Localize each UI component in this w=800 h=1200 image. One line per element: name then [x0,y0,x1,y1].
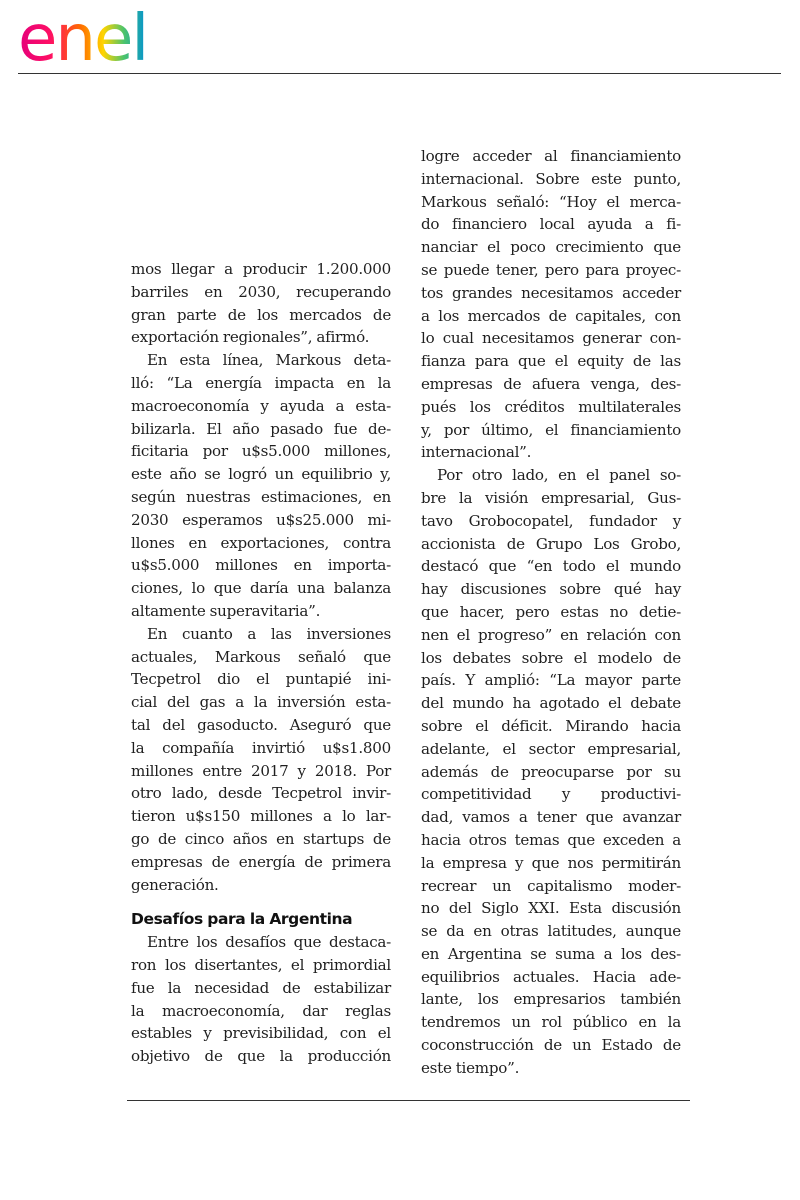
text-line: hay discusiones sobre qué hay [421,580,681,599]
paragraph-spacer [131,896,391,908]
text-line: lló: “La energía impacta en la [131,373,391,392]
text-line: bre la visión empresarial, Gus- [421,488,681,507]
text-line: gran parte de los mercados de [131,305,391,324]
text-line: do financiero local ayuda a fi- [421,215,681,234]
text-line: tieron u$s150 millones a lo lar- [131,807,391,826]
text-line: a los mercados de capitales, con [421,306,681,325]
text-line: equilibrios actuales. Hacia ade- [421,967,681,986]
text-line: este tiempo”. [421,1058,520,1077]
text-line: barriles en 2030, recuperando [131,282,391,301]
text-line: competitividad y productivi- [421,785,681,804]
text-line: se puede tener, pero para proyec- [421,260,681,279]
text-line: empresas de energía de primera [131,852,391,871]
text-line: u$s5.000 millones en importa- [131,556,391,575]
text-line: que hacer, pero estas no detie- [421,602,681,621]
text-line: actuales, Markous señaló que [131,647,391,666]
text-line: fue la necesidad de estabilizar [131,978,391,997]
text-line: no del Siglo XXI. Esta discusión [421,899,681,918]
text-line: lante, los empresarios también [421,990,681,1009]
text-line: coconstrucción de un Estado de [421,1036,681,1055]
text-line: sobre el déficit. Mirando hacia [421,716,681,735]
article-column-right [421,145,681,1080]
text-line: país. Y amplió: “La mayor parte [421,671,681,690]
text-line: nen el progreso” en relación con [421,625,681,644]
header-divider [18,73,781,74]
text-line: Entre los desafíos que destaca- [147,933,391,952]
text-line: ron los disertantes, el primordial [131,955,391,974]
section-heading: Desafíos para la Argentina [131,910,353,929]
text-line: go de cinco años en startups de [131,829,391,848]
text-line: hacia otros temas que exceden a [421,830,681,849]
text-line: lo cual necesitamos generar con- [421,329,681,348]
text-line: exportación regionales”, afirmó. [131,328,370,347]
text-line: generación. [131,875,219,894]
text-line: los debates sobre el modelo de [421,648,681,667]
text-line: altamente superavitaria”. [131,601,321,620]
text-line: la compañía invirtió u$s1.800 [131,738,391,757]
text-line: 2030 esperamos u$s25.000 mi- [131,510,391,529]
text-line: este año se logró un equilibrio y, [131,465,391,484]
text-line: pués los créditos multilaterales [421,397,681,416]
text-line: otro lado, desde Tecpetrol invir- [131,784,391,803]
text-line: Tecpetrol dio el puntapié ini- [131,670,391,689]
text-line: internacional”. [421,443,532,462]
text-line: tavo Grobocopatel, fundador y [421,511,681,530]
text-line: tal del gasoducto. Aseguró que [131,715,391,734]
text-line: logre acceder al financiamiento [421,147,681,165]
text-line: adelante, el sector empresarial, [421,739,681,758]
footer-divider [127,1100,690,1101]
text-line: la empresa y que nos permitirán [421,853,681,872]
text-line: dad, vamos a tener que avanzar [421,808,681,827]
text-line: Markous señaló: “Hoy el merca- [421,192,681,211]
text-line: bilizarla. El año pasado fue de- [131,419,391,438]
text-line: la macroeconomía, dar reglas [131,1001,391,1020]
text-line: y, por último, el financiamiento [421,420,681,439]
text-line: fianza para que el equity de las [421,352,681,371]
article-column-left [131,258,391,1068]
logo-wordmark: enel [18,4,148,70]
text-line: objetivo de que la producción [131,1047,391,1066]
text-line: además de preocuparse por su [421,762,681,781]
enel-logo [18,4,183,70]
text-line: se da en otras latitudes, aunque [421,922,681,941]
text-line: accionista de Grupo Los Grobo, [421,534,681,553]
text-line: empresas de afuera venga, des- [421,374,681,393]
text-line: Por otro lado, en el panel so- [437,466,681,485]
text-line: recrear un capitalismo moder- [421,876,681,895]
text-line: En cuanto a las inversiones [147,624,391,643]
text-line: En esta línea, Markous deta- [147,351,391,370]
text-line: mos llegar a producir 1.200.000 [131,260,391,278]
text-line: del mundo ha agotado el debate [421,694,681,713]
text-line: nanciar el poco crecimiento que [421,238,681,257]
text-line: tos grandes necesitamos acceder [421,283,681,302]
text-line: en Argentina se suma a los des- [421,944,681,963]
text-line: estables y previsibilidad, con el [131,1024,391,1043]
text-line: cial del gas a la inversión esta- [131,693,391,712]
text-line: millones entre 2017 y 2018. Por [131,761,391,780]
text-line: tendremos un rol público en la [421,1013,681,1032]
text-line: macroeconomía y ayuda a esta- [131,396,391,415]
text-line: llones en exportaciones, contra [131,533,391,552]
text-line: según nuestras estimaciones, en [131,487,391,506]
text-line: destacó que “en todo el mundo [421,557,681,576]
text-line: ficitaria por u$s5.000 millones, [131,442,391,461]
text-line: internacional. Sobre este punto, [421,169,681,188]
text-line: ciones, lo que daría una balanza [131,579,391,598]
